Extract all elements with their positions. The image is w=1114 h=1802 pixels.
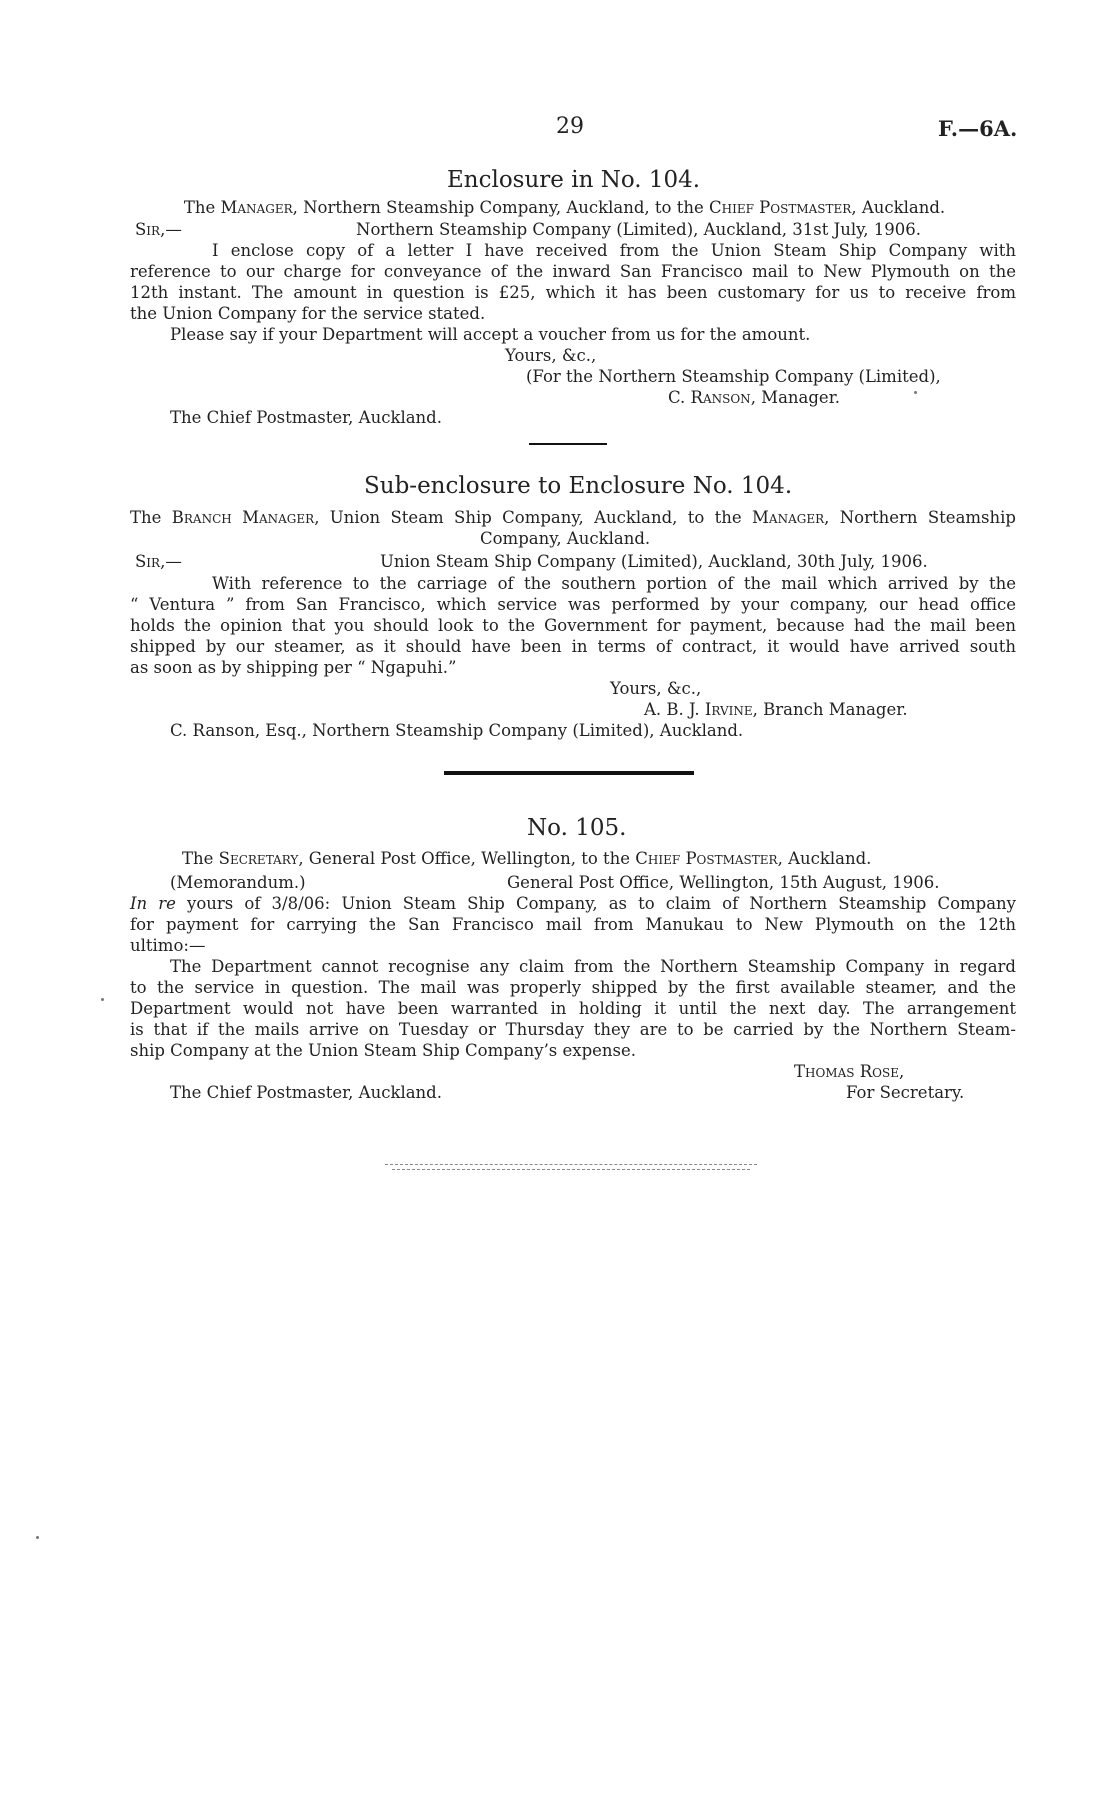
- letter-body-line: 12th instant. The amount in question is £25, which it has been customary for us to receive from: [130, 283, 1016, 302]
- salutation: Sir,—: [135, 220, 182, 239]
- memo-label: (Memorandum.): [170, 873, 306, 892]
- letter-body-line: shipped by our steamer, as it should have been in terms of contract, it would have arrived south: [130, 637, 1016, 656]
- dateline: General Post Office, Wellington, 15th August, 1906.: [507, 873, 940, 892]
- section-title: No. 105.: [527, 815, 627, 841]
- reference-line: ultimo:—: [130, 936, 206, 955]
- memo-body-line: ship Company at the Union Steam Ship Company’s expense.: [130, 1041, 637, 1060]
- signer-role: For Secretary.: [846, 1083, 965, 1102]
- routing-line: The Branch Manager, Union Steam Ship Company, Auckland, to the Manager, Northern Steamship: [130, 508, 1016, 527]
- routing-line: Company, Auckland.: [480, 529, 651, 548]
- memo-body-line: is that if the mails arrive on Tuesday or Thursday they are to be carried by the Northern Steam-: [130, 1020, 1016, 1039]
- letter-request: Please say if your Department will accept a voucher from us for the amount.: [170, 325, 811, 344]
- scan-speck: [36, 1536, 39, 1539]
- section-title: Enclosure in No. 104.: [447, 167, 701, 193]
- section-divider: [529, 443, 607, 445]
- reference-line: In re yours of 3/8/06: Union Steam Ship Company, as to claim of Northern Steamship Company: [130, 894, 1017, 913]
- routing-line: The Secretary, General Post Office, Wellington, to the Chief Postmaster, Auckland.: [182, 849, 872, 868]
- section-title: Sub-enclosure to Enclosure No. 104.: [364, 473, 793, 499]
- dateline: Northern Steamship Company (Limited), Auckland, 31st July, 1906.: [356, 220, 921, 239]
- letter-body-line: as soon as by shipping per “ Ngapuhi.”: [130, 658, 457, 677]
- section-divider: [444, 771, 694, 775]
- closing: Yours, &c.,: [505, 346, 597, 365]
- memo-body-line: to the service in question. The mail was properly shipped by the first available steamer, and the: [130, 978, 1016, 997]
- letter-body-line: With reference to the carriage of the southern portion of the mail which arrived by the: [212, 574, 1016, 593]
- signer: A. B. J. Irvine, Branch Manager.: [644, 700, 908, 719]
- routing-line: The Manager, Northern Steamship Company, Auckland, to the Chief Postmaster, Auckland.: [183, 198, 946, 217]
- letter-body-line: I enclose copy of a letter I have received from the Union Steam Ship Company with: [212, 241, 1016, 260]
- reference-line: for payment for carrying the San Francisco mail from Manukau to New Plymouth on the 12th: [130, 915, 1016, 934]
- end-rule: [385, 1164, 757, 1165]
- signature-line: (For the Northern Steamship Company (Limited),: [526, 367, 941, 386]
- end-rule: [392, 1169, 750, 1170]
- letter-body-line: holds the opinion that you should look to the Government for payment, because had the mail been: [130, 616, 1016, 635]
- letter-body-line: the Union Company for the service stated.: [130, 304, 486, 323]
- signer: C. Ranson, Manager.: [668, 388, 841, 407]
- page-number: 29: [556, 114, 584, 139]
- memo-body-line: Department would not have been warranted in holding it until the next day. The arrangement: [130, 999, 1016, 1018]
- dateline: Union Steam Ship Company (Limited), Auckland, 30th July, 1906.: [380, 552, 928, 571]
- scan-speck: [914, 391, 917, 394]
- addressee: The Chief Postmaster, Auckland.: [170, 1083, 442, 1102]
- memo-body-line: The Department cannot recognise any claim from the Northern Steamship Company in regard: [170, 957, 1016, 976]
- scan-speck: [101, 998, 104, 1001]
- letter-body-line: “ Ventura ” from San Francisco, which service was performed by your company, our head office: [130, 595, 1016, 614]
- addressee: The Chief Postmaster, Auckland.: [170, 408, 442, 427]
- signer: Thomas Rose,: [794, 1062, 905, 1081]
- closing: Yours, &c.,: [610, 679, 702, 698]
- document-code: F.—6A.: [938, 116, 1018, 141]
- salutation: Sir,—: [135, 552, 182, 571]
- letter-body-line: reference to our charge for conveyance of the inward San Francisco mail to New Plymouth on the: [130, 262, 1016, 281]
- addressee: C. Ranson, Esq., Northern Steamship Company (Limited), Auckland.: [170, 721, 744, 740]
